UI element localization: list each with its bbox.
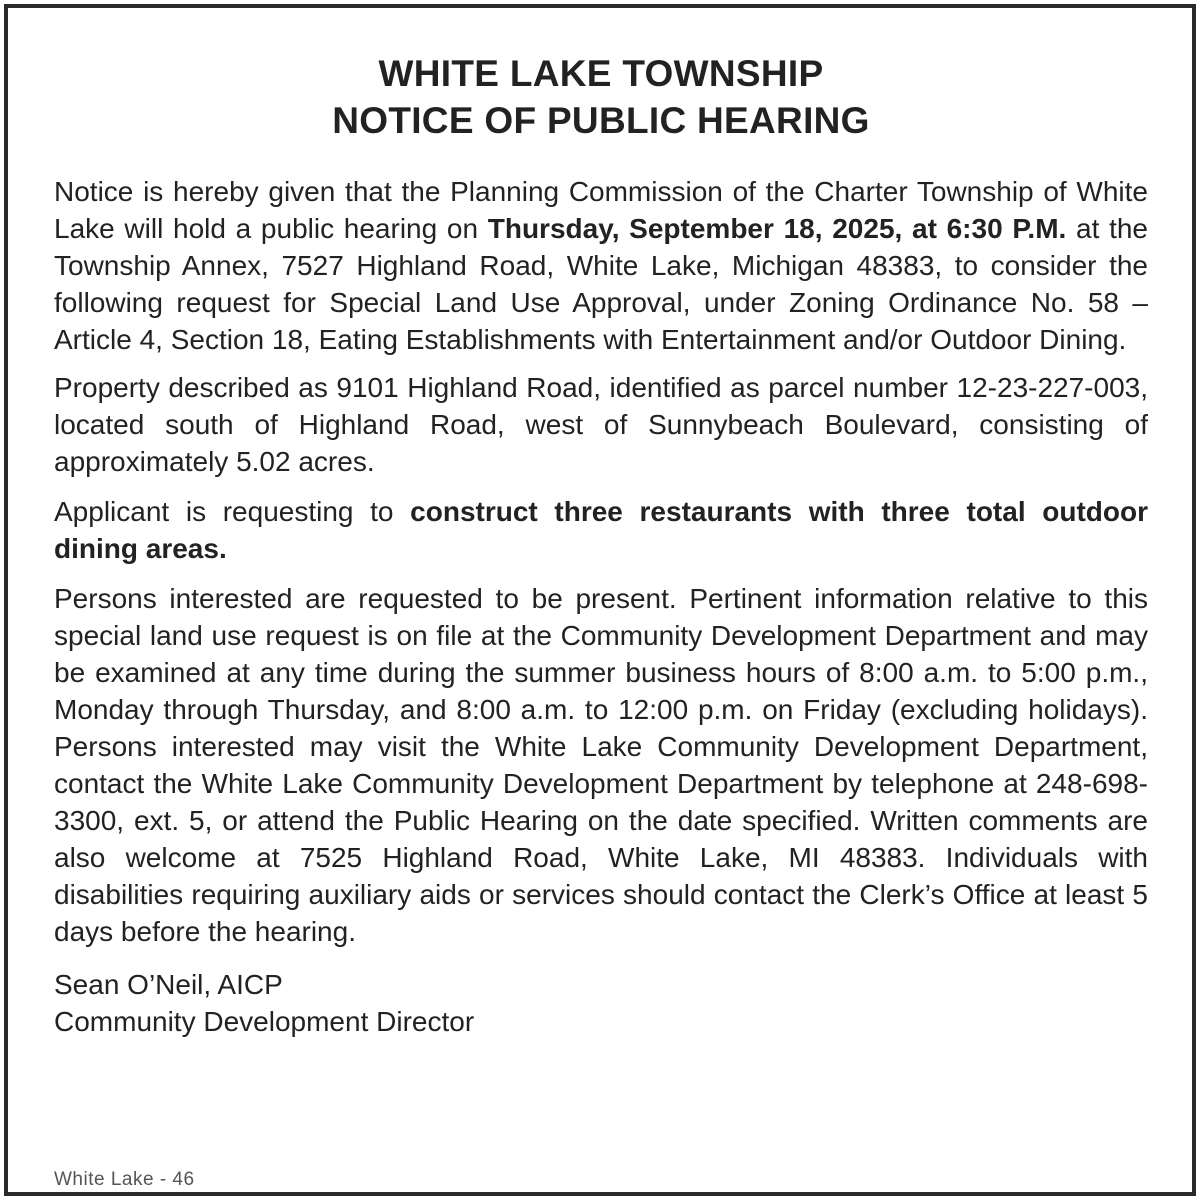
signature-name: Sean O’Neil, AICP <box>54 969 283 1000</box>
signature-block <box>54 966 1148 1040</box>
notice-paragraph-request <box>54 493 1148 567</box>
hearing-details-text: at the Township Annex, 7527 Highland Road, White Lake, Michigan 48383, to consider the following request for Special Land Use Approval, under Zoning Ordinance No. 58 – Article 4, Section 18, Eating Establishments with Entertainment and/or Outdoor Dining. <box>54 213 1148 355</box>
notice-title: WHITE LAKE TOWNSHIP <box>378 53 824 94</box>
request-description: construct three restaurants with three total outdoor dining areas. <box>54 496 1148 564</box>
notice-paragraph-property: Property described as 9101 Highland Road, identified as parcel number 12-23-227-003, located south of Highland Road, west of Sunnybeach Boulevard, consisting of approximately 5.02 acres. <box>54 372 1148 477</box>
notice-content <box>54 50 1148 1040</box>
hearing-intro-text: Notice is hereby given that the Planning Commission of the Charter Township of White Lake will hold a public hearing on <box>54 176 1148 244</box>
notice-subtitle: NOTICE OF PUBLIC HEARING <box>332 100 870 141</box>
notice-paragraph-hearing <box>54 173 1148 358</box>
request-intro-text: Applicant is requesting to <box>54 496 411 527</box>
notice-frame <box>4 4 1196 1196</box>
page-footer: White Lake - 46 <box>54 1169 195 1190</box>
signature-role: Community Development Director <box>54 1006 475 1037</box>
hearing-date-time: Thursday, September 18, 2025, at 6:30 P.M. <box>487 213 1067 244</box>
notice-paragraph-information: Persons interested are requested to be present. Pertinent information relative to this special land use request is on file at the Community Development Department and may be examined at any time during the summer business hours of 8:00 a.m. to 5:00 p.m., Monday through Thursday, and 8:00 a.m. to 12:00 p.m. on Friday (excluding holidays). Persons interested may visit the White Lake Community Development Department, contact the White Lake Community Development Department by telephone at 248-698-3300, ext. 5, or attend the Public Hearing on the date specified. Written comments are also welcome at 7525 Highland Road, White Lake, MI 48383. Individuals with disabilities requiring auxiliary aids or services should contact the Clerk’s Office at least 5 days before the hearing. <box>54 583 1148 947</box>
